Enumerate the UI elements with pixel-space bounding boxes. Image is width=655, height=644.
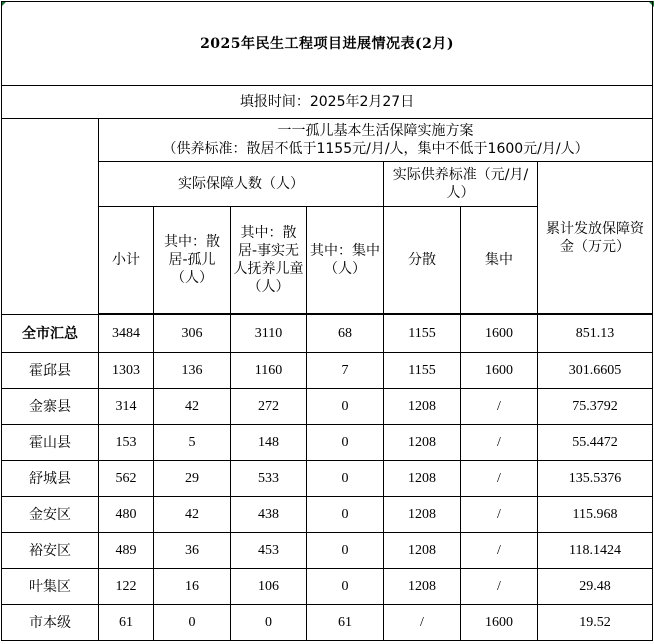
subtotal-cell[interactable]: 314 bbox=[99, 389, 154, 425]
scattered-orphan-header[interactable]: 其中：散居-孤儿（人） bbox=[154, 207, 231, 314]
std-central-cell[interactable]: / bbox=[461, 425, 538, 461]
orphan-cell[interactable]: 5 bbox=[154, 425, 231, 461]
child-cell[interactable]: 1160 bbox=[231, 353, 307, 389]
orphan-cell[interactable]: 136 bbox=[154, 353, 231, 389]
child-cell[interactable]: 106 bbox=[231, 569, 307, 605]
std-scattered-cell[interactable]: 1208 bbox=[384, 461, 461, 497]
central-cell[interactable]: 0 bbox=[307, 533, 384, 569]
report-table bbox=[1, 1, 653, 641]
table-row bbox=[2, 569, 653, 605]
std-scattered-cell[interactable]: 1208 bbox=[384, 425, 461, 461]
std-scattered-cell[interactable]: / bbox=[384, 605, 461, 641]
report-title[interactable]: 2025年民生工程项目进展情况表(2月) bbox=[2, 2, 653, 86]
subtotal-cell[interactable]: 480 bbox=[99, 497, 154, 533]
cumulative-fund-header[interactable]: 累计发放保障资金（万元） bbox=[538, 162, 653, 314]
central-cell[interactable]: 68 bbox=[307, 315, 384, 353]
title-row bbox=[2, 2, 653, 86]
central-cell[interactable]: 0 bbox=[307, 569, 384, 605]
table-row bbox=[2, 389, 653, 425]
std-central-cell[interactable]: / bbox=[461, 461, 538, 497]
orphan-cell[interactable]: 0 bbox=[154, 605, 231, 641]
orphan-cell[interactable]: 36 bbox=[154, 533, 231, 569]
standard-scattered-header[interactable]: 分散 bbox=[384, 207, 461, 314]
orphan-cell[interactable]: 42 bbox=[154, 497, 231, 533]
standard-group-header[interactable]: 实际供养标准（元/月/人） bbox=[384, 162, 538, 207]
child-cell[interactable]: 148 bbox=[231, 425, 307, 461]
region-cell[interactable]: 舒城县 bbox=[2, 461, 99, 497]
subtotal-cell[interactable]: 3484 bbox=[99, 315, 154, 353]
fund-cell[interactable]: 135.5376 bbox=[538, 461, 653, 497]
standard-centralized-header[interactable]: 集中 bbox=[461, 207, 538, 314]
child-cell[interactable]: 453 bbox=[231, 533, 307, 569]
subtotal-cell[interactable]: 61 bbox=[99, 605, 154, 641]
fill-time-row bbox=[2, 86, 653, 119]
std-central-cell[interactable]: / bbox=[461, 497, 538, 533]
plan-row bbox=[2, 119, 653, 162]
orphan-cell[interactable]: 29 bbox=[154, 461, 231, 497]
table-row bbox=[2, 461, 653, 497]
orphan-cell[interactable]: 16 bbox=[154, 569, 231, 605]
region-cell[interactable]: 全市汇总 bbox=[2, 315, 99, 353]
central-cell[interactable]: 0 bbox=[307, 497, 384, 533]
child-cell[interactable]: 0 bbox=[231, 605, 307, 641]
orphan-cell[interactable]: 306 bbox=[154, 315, 231, 353]
scattered-child-header[interactable]: 其中：散居-事实无人抚养儿童（人） bbox=[231, 207, 307, 314]
std-scattered-cell[interactable]: 1155 bbox=[384, 353, 461, 389]
std-central-cell[interactable]: / bbox=[461, 569, 538, 605]
std-central-cell[interactable]: 1600 bbox=[461, 353, 538, 389]
table-row bbox=[2, 425, 653, 461]
std-scattered-cell[interactable]: 1155 bbox=[384, 315, 461, 353]
std-scattered-cell[interactable]: 1208 bbox=[384, 497, 461, 533]
std-scattered-cell[interactable]: 1208 bbox=[384, 533, 461, 569]
std-scattered-cell[interactable]: 1208 bbox=[384, 569, 461, 605]
group-header-row bbox=[2, 162, 653, 207]
people-group-header[interactable]: 实际保障人数（人） bbox=[99, 162, 384, 207]
table-row bbox=[2, 353, 653, 389]
table-row bbox=[2, 315, 653, 353]
central-cell[interactable]: 0 bbox=[307, 461, 384, 497]
fund-cell[interactable]: 75.3792 bbox=[538, 389, 653, 425]
region-cell[interactable]: 叶集区 bbox=[2, 569, 99, 605]
subtotal-cell[interactable]: 1303 bbox=[99, 353, 154, 389]
child-cell[interactable]: 533 bbox=[231, 461, 307, 497]
central-cell[interactable]: 61 bbox=[307, 605, 384, 641]
std-central-cell[interactable]: / bbox=[461, 533, 538, 569]
orphan-cell[interactable]: 42 bbox=[154, 389, 231, 425]
region-cell[interactable]: 金安区 bbox=[2, 497, 99, 533]
subtotal-cell[interactable]: 489 bbox=[99, 533, 154, 569]
centralized-header[interactable]: 其中：集中（人） bbox=[307, 207, 384, 314]
blank-corner-cell[interactable] bbox=[2, 119, 99, 315]
child-cell[interactable]: 3110 bbox=[231, 315, 307, 353]
fund-cell[interactable]: 29.48 bbox=[538, 569, 653, 605]
plan-header[interactable] bbox=[99, 119, 653, 162]
fund-cell[interactable]: 118.1424 bbox=[538, 533, 653, 569]
fund-cell[interactable]: 851.13 bbox=[538, 315, 653, 353]
subtotal-header[interactable]: 小计 bbox=[99, 207, 154, 314]
region-cell[interactable]: 金寨县 bbox=[2, 389, 99, 425]
fill-time[interactable]: 填报时间：2025年2月27日 bbox=[2, 86, 653, 119]
plan-title: 一一孤儿基本生活保障实施方案 bbox=[277, 123, 474, 139]
subtotal-cell[interactable]: 153 bbox=[99, 425, 154, 461]
table-row bbox=[2, 605, 653, 641]
subtotal-cell[interactable]: 562 bbox=[99, 461, 154, 497]
central-cell[interactable]: 0 bbox=[307, 425, 384, 461]
child-cell[interactable]: 438 bbox=[231, 497, 307, 533]
fund-cell[interactable]: 19.52 bbox=[538, 605, 653, 641]
subtotal-cell[interactable]: 122 bbox=[99, 569, 154, 605]
fund-cell[interactable]: 55.4472 bbox=[538, 425, 653, 461]
table-row bbox=[2, 497, 653, 533]
region-cell[interactable]: 霍山县 bbox=[2, 425, 99, 461]
fund-cell[interactable]: 301.6605 bbox=[538, 353, 653, 389]
central-cell[interactable]: 0 bbox=[307, 389, 384, 425]
region-cell[interactable]: 霍邱县 bbox=[2, 353, 99, 389]
fund-cell[interactable]: 115.968 bbox=[538, 497, 653, 533]
std-scattered-cell[interactable]: 1208 bbox=[384, 389, 461, 425]
child-cell[interactable]: 272 bbox=[231, 389, 307, 425]
region-cell[interactable]: 市本级 bbox=[2, 605, 99, 641]
table-row bbox=[2, 533, 653, 569]
std-central-cell[interactable]: 1600 bbox=[461, 315, 538, 353]
region-cell[interactable]: 裕安区 bbox=[2, 533, 99, 569]
std-central-cell[interactable]: / bbox=[461, 389, 538, 425]
central-cell[interactable]: 7 bbox=[307, 353, 384, 389]
plan-standard: （供养标准：散居不低于1155元/月/人，集中不低于1600元/月/人） bbox=[162, 141, 589, 157]
std-central-cell[interactable]: 1600 bbox=[461, 605, 538, 641]
